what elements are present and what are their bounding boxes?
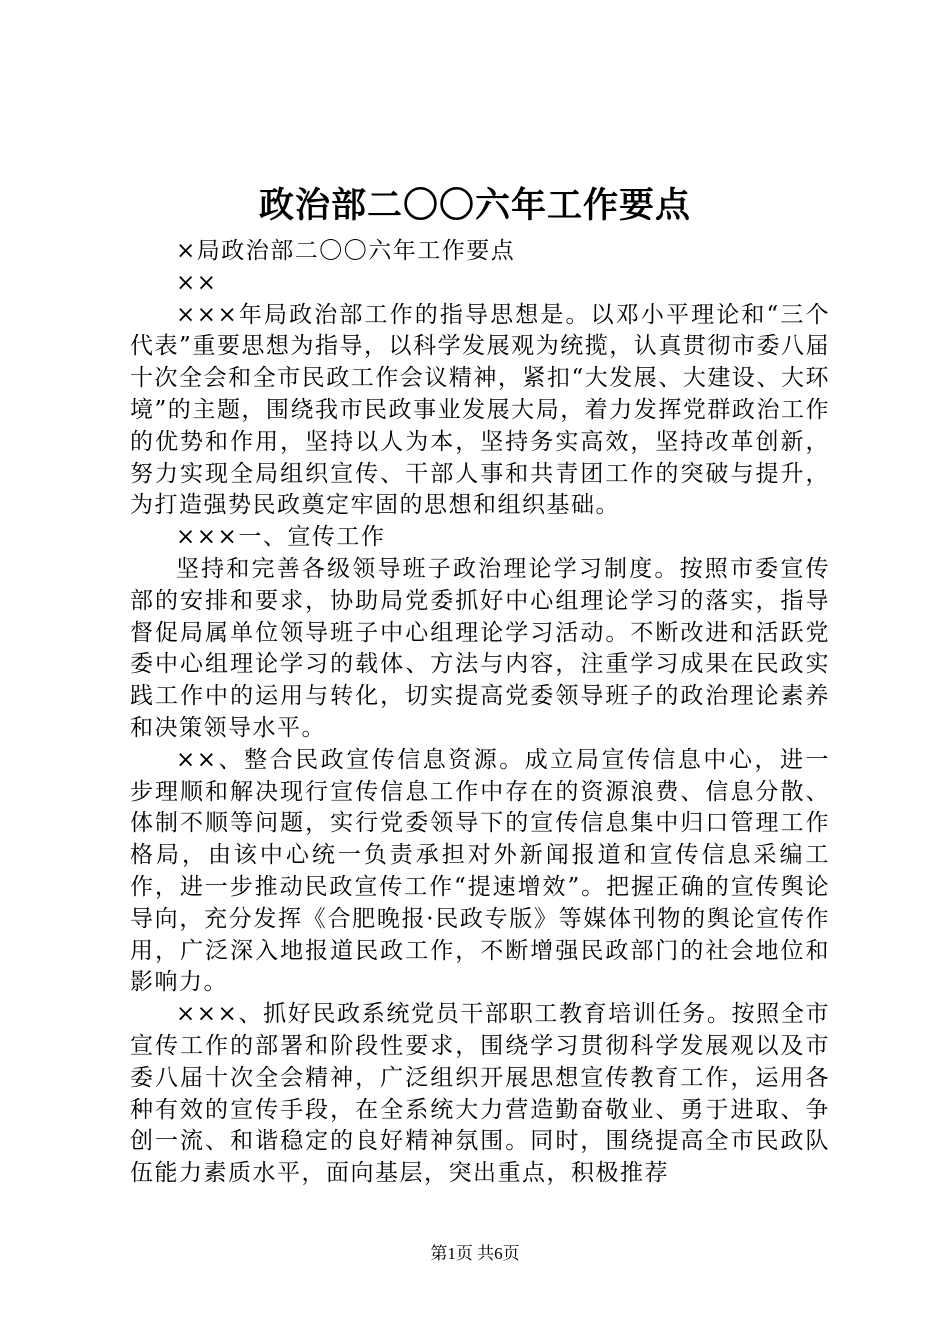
body-paragraph: ×××、抓好民政系统党员干部职工教育培训任务。按照全市宣传工作的部署和阶段性要求，围绕学习贯彻科学发展观以及市委八届十次全会精神，广泛组织开展思想宣传教育工作，运用各种有效的宣传手段，在全系统大力营造勤奋敬业、勇于进取、争创一流、和谐稳定的良好精神氛围。同时，围绕提高全市民政队伍能力素质水平，面向基层，突出重点，积极推荐 <box>130 1001 830 1187</box>
document-title: 政治部二〇〇六年工作要点 <box>258 185 691 226</box>
body-paragraph: ××、整合民政宣传信息资源。成立局宣传信息中心，进一步理顺和解决现行宣传信息工作中存在的资源浪费、信息分散、体制不顺等问题，实行党委领导下的宣传信息集中归口管理工作格局，由该中心统一负责承担对外新闻报道和宣传信息采编工作，进一步推动民政宣传工作“提速增效”。把握正确的宣传舆论导向，充分发挥《合肥晚报·民政专版》等媒体刊物的舆论宣传作用，广泛深入地报道民政工作，不断增强民政部门的社会地位和影响力。 <box>130 746 830 996</box>
body-paragraph: 坚持和完善各级领导班子政治理论学习制度。按照市委宣传部的安排和要求，协助局党委抓好中心组理论学习的落实，指导督促局属单位领导班子中心组理论学习活动。不断改进和活跃党委中心组理论学习的载体、方法与内容，注重学习成果在民政实践工作中的运用与转化，切实提高党委领导班子的政治理论素养和决策领导水平。 <box>130 555 830 741</box>
guiding-thought-paragraph: ×××年局政治部工作的指导思想是。以邓小平理论和“三个代表”重要思想为指导，以科学发展观为统揽，认真贯彻市委八届十次全会和全市民政工作会议精神，紧扣“大发展、大建设、大环境”的主题，围绕我市民政事业发展大局，着力发挥党群政治工作的优势和作用，坚持以人为本，坚持务实高效，坚持改革创新，努力实现全局组织宣传、干部人事和共青团工作的突破与提升，为打造强势民政奠定牢固的思想和组织基础。 <box>130 301 830 519</box>
author-line: ×× <box>176 269 218 296</box>
document-body <box>130 236 830 1190</box>
subtitle-line: ×局政治部二〇〇六年工作要点 <box>176 238 516 264</box>
page-number-footer: 第1页 共6页 <box>430 1244 520 1263</box>
section-heading-propaganda: ×××一、宣传工作 <box>176 524 386 551</box>
